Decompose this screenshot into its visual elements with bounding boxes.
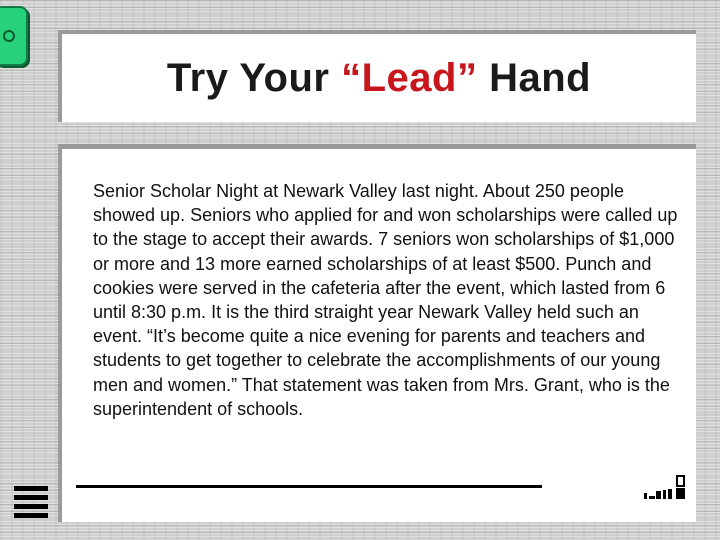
slide-body-text: Senior Scholar Night at Newark Valley last night. About 250 people showed up. Seniors who applied for and won scholarships were called up to the stage to accept their awards. 7 seniors won scholarships of $1,000 or more and 13 more earned scholarships of at least $500. Punch and cookies were served in the cafeteria after the event, which lasted from 6 until 8:30 p.m. It is the third straight year Newark Valley held such an event. “It’s become quite a nice evening for parents and teachers and students to get together to celebrate the accomplishments of our young men and women.” That statement was taken from Mrs. Grant, who is the superintendent of schools. <box>93 181 678 419</box>
signal-bars-icon <box>644 474 688 504</box>
menu-bars-icon[interactable] <box>14 486 48 526</box>
circle-icon <box>3 30 15 42</box>
menu-bar <box>14 513 48 518</box>
title-panel <box>58 30 696 122</box>
horizontal-rule <box>76 485 542 488</box>
content-panel <box>58 144 696 522</box>
menu-bar <box>14 504 48 509</box>
menu-bar <box>14 486 48 491</box>
corner-nav-button[interactable] <box>0 6 28 66</box>
title-text-before: Try Your <box>166 56 342 100</box>
title-text-after: Hand <box>477 56 592 100</box>
title-accent-word: “Lead” <box>341 56 478 100</box>
slide-title <box>62 56 696 101</box>
menu-bar <box>14 495 48 500</box>
